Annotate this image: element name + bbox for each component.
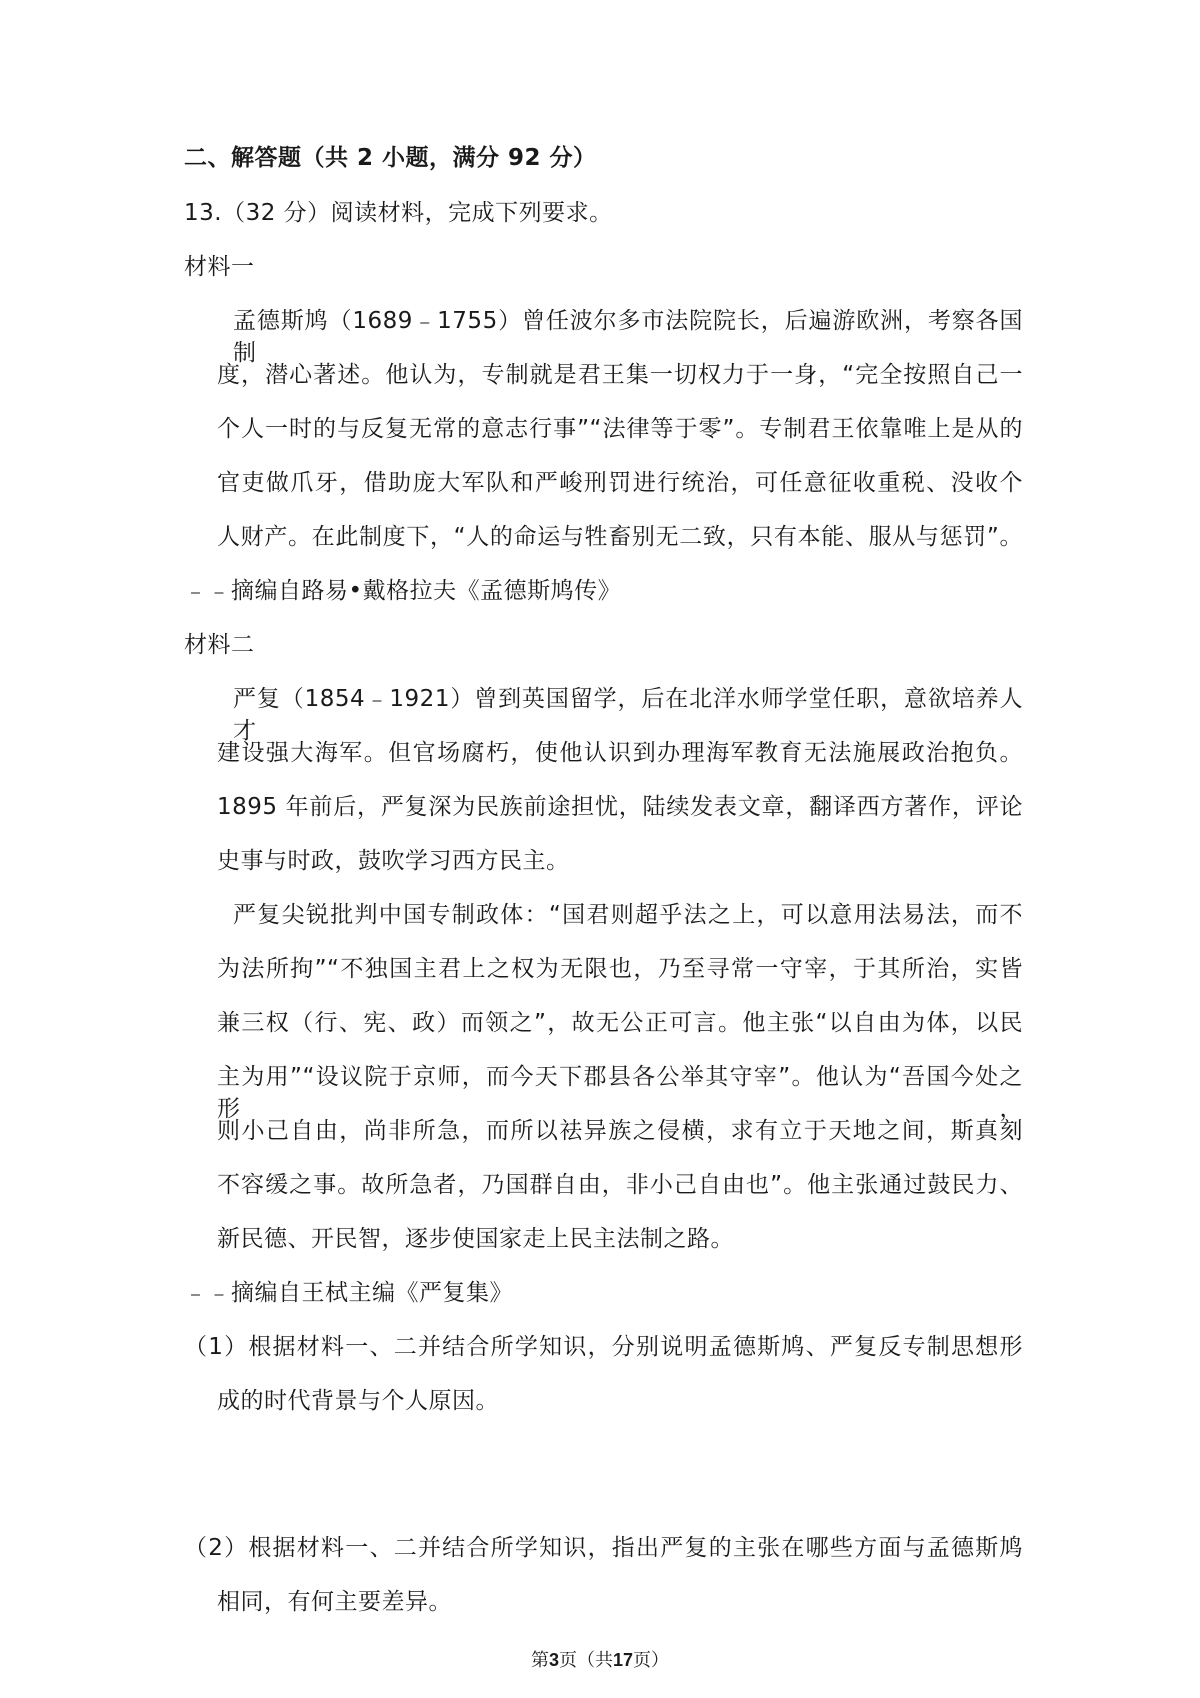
material-1-line: 孟德斯鸠（1689﹣1755）曾任波尔多市法院院长，后遍游欧洲，考察各国制 [233, 308, 1023, 366]
sub-question-2: （2）根据材料一、二并结合所学知识，指出严复的主张在哪些方面与孟德斯鸠 [184, 1535, 1023, 1561]
material-2-line: 史事与时政，鼓吹学习西方民主。 [217, 848, 570, 874]
material-1-line: 个人一时的与反复无常的意志行事”“法律等于零”。专制君王依靠唯上是从的 [217, 416, 1023, 442]
question-stem: 13.（32 分）阅读材料，完成下列要求。 [184, 200, 613, 226]
material-2-line: 严复尖锐批判中国专制政体：“国君则超乎法之上，可以意用法易法，而不 [233, 902, 1023, 928]
material-1-line: 官吏做爪牙，借助庞大军队和严峻刑罚进行统治，可任意征收重税、没收个 [217, 470, 1023, 496]
material-1-line: 人财产。在此制度下，“人的命运与牲畜别无二致，只有本能、服从与惩罚”。 [217, 524, 1023, 550]
material-2-line: 主为用”“设议院于京师，而今天下郡县各公举其守宰”。他认为“吾国今处之形， [217, 1064, 1023, 1122]
footer-suffix: 页） [633, 1650, 670, 1671]
sub-question-2-cont: 相同，有何主要差异。 [217, 1589, 452, 1615]
material-2-source: ﹣﹣摘编自王栻主编《严复集》 [184, 1280, 513, 1306]
material-2-line: 不容缓之事。故所急者，乃国群自由，非小己自由也”。他主张通过鼓民力、 [217, 1172, 1023, 1198]
material-2-line: 兼三权（行、宪、政）而领之”，故无公正可言。他主张“以自由为体，以民 [217, 1010, 1023, 1036]
footer-prefix: 第 [530, 1650, 549, 1671]
material-2-label: 材料二 [184, 632, 255, 658]
sub-question-1-cont: 成的时代背景与个人原因。 [217, 1388, 499, 1414]
material-2-line: 1895 年前后，严复深为民族前途担忧，陆续发表文章，翻译西方著作，评论 [217, 794, 1023, 820]
material-2-line: 为法所拘”“不独国主君上之权为无限也，乃至寻常一守宰，于其所治，实皆 [217, 956, 1023, 982]
material-1-label: 材料一 [184, 254, 255, 280]
footer-total-pages: 17 [612, 1650, 634, 1670]
material-2-line: 则小己自由，尚非所急，而所以祛异族之侵横，求有立于天地之间，斯真刻 [217, 1118, 1023, 1144]
footer-page-number: 3 [548, 1650, 559, 1670]
material-2-line: 严复（1854﹣1921）曾到英国留学，后在北洋水师学堂任职，意欲培养人才 [233, 686, 1023, 744]
footer-middle: 页（共 [558, 1650, 613, 1671]
section-heading: 二、解答题（共 2 小题，满分 92 分） [184, 145, 597, 171]
page-footer [0, 1648, 1200, 1673]
material-1-source: ﹣﹣摘编自路易•戴格拉夫《孟德斯鸠传》 [184, 578, 622, 604]
material-2-line: 建设强大海军。但官场腐朽，使他认识到办理海军教育无法施展政治抱负。 [217, 740, 1023, 766]
sub-question-1: （1）根据材料一、二并结合所学知识，分别说明孟德斯鸠、严复反专制思想形 [184, 1334, 1023, 1360]
material-1-line: 度，潜心著述。他认为，专制就是君王集一切权力于一身，“完全按照自己一 [217, 362, 1023, 388]
material-2-line: 新民德、开民智，逐步使国家走上民主法制之路。 [217, 1226, 734, 1252]
